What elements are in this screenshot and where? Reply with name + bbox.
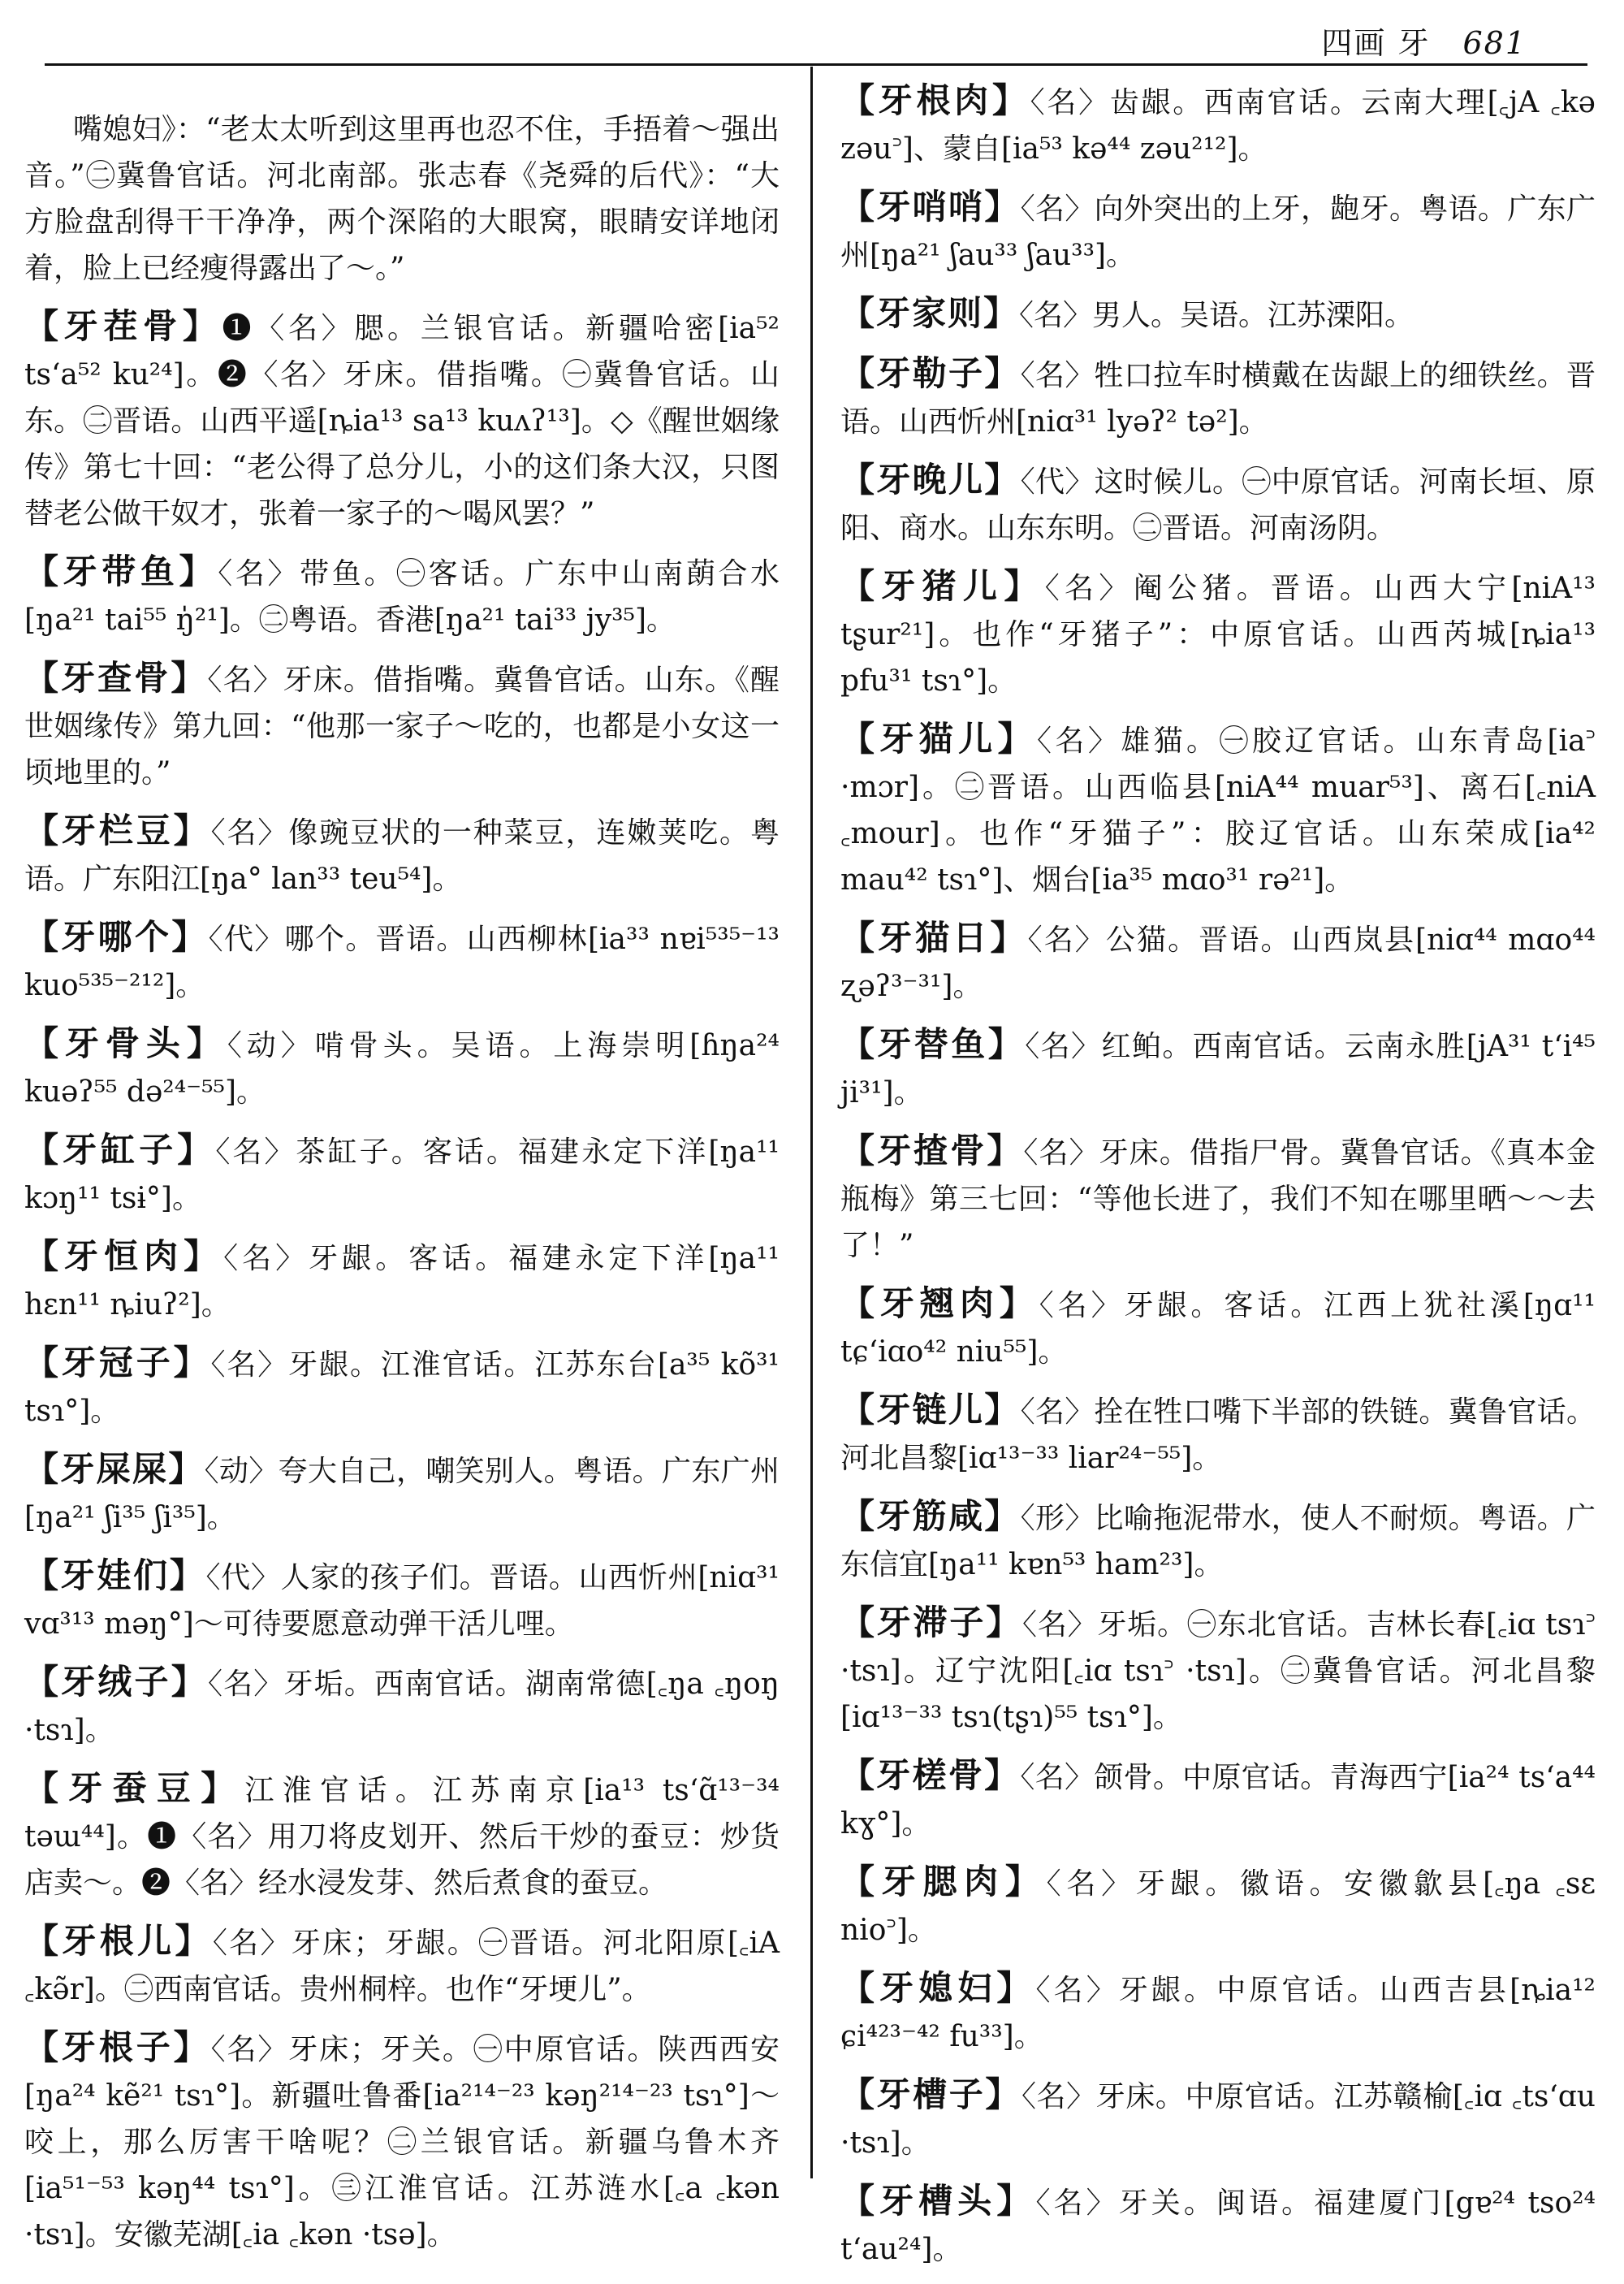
entry-body: 〈名〉带鱼。㊀客话。广东中山南蓢合水[ŋa²¹ tai⁵⁵ ŋ̍²¹]。㊁粤语。香港[ŋa²¹ tai³³ jy³⁵]。 xyxy=(24,557,780,637)
entry-body: 〈形〉比喻拖泥带水，使人不耐烦。粤语。广东信宜[ŋa¹¹ kɐn⁵³ ham²³]。 xyxy=(840,1502,1596,1581)
dictionary-entry xyxy=(840,1858,1596,1953)
dictionary-entry xyxy=(840,716,1596,903)
entry-headword: 【牙滞子】 xyxy=(840,1603,1023,1642)
left-column xyxy=(24,77,780,2269)
entry-body: 〈名〉向外突出的上牙，龅牙。粤语。广东广州[ŋa²¹ ʃau³³ ʃau³³]。 xyxy=(840,192,1596,272)
entry-headword: 【牙猫儿】 xyxy=(840,719,1038,759)
entry-body: 〈名〉牙床。借指嘴。冀鲁官话。山东。《醒世姻缘传》第九回：“他那一家子～吃的，也都是小女这一顷地里的。” xyxy=(24,664,780,789)
entry-headword: 【牙蚕豆】 xyxy=(24,1768,245,1808)
entry-headword: 【牙勒子】 xyxy=(840,353,1021,393)
entry-headword: 【牙腮肉】 xyxy=(840,1862,1047,1901)
entry-headword: 【牙根肉】 xyxy=(840,80,1030,120)
dictionary-entry xyxy=(840,1493,1596,1588)
entry-headword: 【牙晚儿】 xyxy=(840,460,1021,500)
right-column xyxy=(840,77,1596,2284)
entry-headword: 【牙栏豆】 xyxy=(24,811,211,850)
dictionary-entry xyxy=(840,77,1596,172)
entry-headword: 【牙查骨】 xyxy=(24,658,208,698)
entry-body: 〈名〉男人。吴语。江苏溧阳。 xyxy=(1019,299,1415,332)
dictionary-entry xyxy=(840,456,1596,552)
column-divider xyxy=(810,67,813,2178)
dictionary-entry xyxy=(840,1386,1596,1482)
dictionary-entry xyxy=(24,1339,780,1434)
dictionary-entry xyxy=(24,1020,780,1115)
page-header xyxy=(0,0,1624,61)
entry-body: ❶〈名〉腮。兰银官话。新疆哈密[ia⁵² tsʻa⁵² ku²⁴]。❷〈名〉牙床。借指嘴。㊀冀鲁官话。山东。㊁晋语。山西平遥[ȵia¹³ sa¹³ kuʌʔ¹³]。◇《醒世姻缘传》第七十回：“老公得了总分儿，小的这们条大汉，只图替老公做干奴才，张着一家子的～喝风罢？” xyxy=(24,312,780,530)
entry-headword: 【牙哪个】 xyxy=(24,917,209,957)
dictionary-entry xyxy=(24,807,780,902)
dictionary-entry xyxy=(840,1599,1596,1741)
entry-headword: 【牙槽子】 xyxy=(840,2074,1021,2114)
dictionary-entry xyxy=(840,915,1596,1010)
dictionary-entry xyxy=(840,2178,1596,2273)
entry-body: 〈名〉阉公猪。晋语。山西大宁[niA¹³ tʂur²¹]。也作“牙猪子”：中原官话。山西芮城[ȵia¹³ pfu³¹ tsɿ°]。 xyxy=(840,572,1596,698)
entry-headword: 【牙筋咸】 xyxy=(840,1496,1021,1536)
entry-body: 〈名〉牙龈。中原官话。山西吉县[ȵia¹² ɕi⁴²³⁻⁴² fu³³]。 xyxy=(840,1974,1596,2053)
entry-body: 〈动〉啃骨头。吴语。上海崇明[ɦŋa²⁴ kuəʔ⁵⁵ də²⁴⁻⁵⁵]。 xyxy=(24,1029,780,1109)
dictionary-entry xyxy=(840,184,1596,279)
dictionary-entry xyxy=(24,303,780,537)
entry-body: 〈名〉像豌豆状的一种菜豆，连嫩荚吃。粤语。广东阳江[ŋa° lan³³ teu⁵⁴]。 xyxy=(24,816,780,896)
dictionary-entry xyxy=(840,1752,1596,1847)
dictionary-entry xyxy=(24,1765,780,1906)
dictionary-entry xyxy=(840,563,1596,704)
entry-headword: 【牙冠子】 xyxy=(24,1343,211,1382)
entry-body: 〈名〉颌骨。中原官话。青海西宁[ia²⁴ tsʻa⁴⁴ kɣ°]。 xyxy=(840,1761,1596,1841)
continued-entry: 嘴媳妇》：“老太太听到这里再也忍不住，手捂着～强出音。”㊁冀鲁官话。河北南部。张志春《尧舜的后代》：“大方脸盘刮得干干净净，两个深陷的大眼窝，眼睛安详地闭着，脸上已经瘦得露出了～。” xyxy=(24,113,780,285)
entry-body: 〈名〉雄猫。㊀胶辽官话。山东青岛[ia꜄ ·mɔr]。㊁晋语。山西临县[niA⁴⁴ muar⁵³]、离石[꜀niA ꜀mour]。也作“牙猫子”：胶辽官话。山东荣成[ia⁴² mau⁴² tsɿ°]、烟台[ia³⁵ mɑo³¹ rə²¹]。 xyxy=(840,725,1596,897)
header-rule xyxy=(45,63,1587,66)
entry-body: 〈动〉夸大自己，嘲笑别人。粤语。广东广州[ŋa²¹ ʃi³⁵ ʃi³⁵]。 xyxy=(24,1455,780,1534)
dictionary-entry xyxy=(840,1021,1596,1116)
entry-headword: 【牙绒子】 xyxy=(24,1662,208,1702)
entry-headword: 【牙缸子】 xyxy=(24,1130,216,1170)
entry-body: 〈名〉公猫。晋语。山西岚县[niɑ⁴⁴ mɑo⁴⁴ ʐəʔ³⁻³¹]。 xyxy=(840,924,1596,1003)
dictionary-entry xyxy=(840,1280,1596,1375)
dictionary-entry xyxy=(24,548,780,643)
entry-headword: 【牙媳妇】 xyxy=(840,1968,1036,2008)
dictionary-entry xyxy=(24,655,780,796)
entry-headword: 【牙猫日】 xyxy=(840,918,1028,958)
entry-body: 〈名〉牙龈。江淮官话。江苏东台[a³⁵ kõ³¹ tsɿ°]。 xyxy=(24,1348,780,1428)
entry-body: 江淮官话。江苏南京[ia¹³ tsʻɑ̃¹³⁻³⁴ təɯ⁴⁴]。❶〈名〉用刀将皮划开、然后干炒的蚕豆：炒货店卖～。❷〈名〉经水浸发芽、然后煮食的蚕豆。 xyxy=(24,1774,780,1900)
entry-headword: 【牙猪儿】 xyxy=(840,566,1045,606)
dictionary-entry xyxy=(24,1127,780,1222)
entry-body: 〈代〉哪个。晋语。山西柳林[ia³³ nɐi⁵³⁵⁻¹³ kuo⁵³⁵⁻²¹²]。 xyxy=(24,923,780,1002)
entry-headword: 【牙揸骨】 xyxy=(840,1131,1024,1170)
entry-headword: 【牙根儿】 xyxy=(24,1921,213,1961)
entry-headword: 【牙屎屎】 xyxy=(24,1449,205,1489)
entry-body: 〈名〉牙垢。㊀东北官话。吉林长春[꜀iɑ tsɿ꜄ ·tsɿ]。辽宁沈阳[꜀iɑ tsɿ꜄ ·tsɿ]。㊁冀鲁官话。河北昌黎[iɑ¹³⁻³³ tsɿ(tʂɿ)⁵⁵ tsɿ°]。 xyxy=(840,1608,1596,1734)
dictionary-entry xyxy=(840,2071,1596,2166)
entry-headword: 【牙家则】 xyxy=(840,293,1020,333)
entry-body: 〈名〉牙关。闽语。福建厦门[gɐ²⁴ tso²⁴ tʻau²⁴]。 xyxy=(840,2187,1596,2266)
entry-headword: 【牙槽头】 xyxy=(840,2181,1036,2221)
dictionary-entry xyxy=(24,1233,780,1328)
dictionary-entry xyxy=(840,1127,1596,1269)
entry-headword: 【牙槎骨】 xyxy=(840,1755,1021,1795)
section-title: 四画 牙 xyxy=(1321,25,1431,61)
entry-body: 〈名〉牙垢。西南官话。湖南常德[꜀ŋa ꜀ŋoŋ ·tsɿ]。 xyxy=(24,1668,780,1747)
entry-body: 〈名〉茶缸子。客话。福建永定下洋[ŋa¹¹ kɔŋ¹¹ tsɨ°]。 xyxy=(24,1136,780,1215)
entry-headword: 【牙链儿】 xyxy=(840,1390,1021,1430)
entry-body: 〈名〉牙龈。徽语。安徽歙县[꜀ŋa ꜀sɛ nio꜄]。 xyxy=(840,1867,1596,1947)
entry-headword: 【牙翘肉】 xyxy=(840,1283,1039,1323)
dictionary-entry xyxy=(840,1965,1596,2060)
entry-headword: 【牙哨哨】 xyxy=(840,187,1021,227)
dictionary-entry xyxy=(24,914,780,1009)
entry-headword: 【牙带鱼】 xyxy=(24,552,218,591)
dictionary-entry xyxy=(840,290,1596,339)
entry-body: 〈名〉牙床；牙龈。㊀晋语。河北阳原[꜀iA ꜀kə̃r]。㊁西南官话。贵州桐梓。也作“牙埂儿”。 xyxy=(24,1927,780,2006)
entry-body: 〈名〉牙床；牙关。㊀中原官话。陕西西安[ŋa²⁴ kẽ²¹ tsɿ°]。新疆吐鲁番[ia²¹⁴⁻²³ kəŋ²¹⁴⁻²³ tsɿ°]～咬上，那么厉害干啥呢？㊁兰银官话。新疆乌鲁木齐[ia⁵¹⁻⁵³ kəŋ⁴⁴ tsɿ°]。㊂江淮官话。江苏涟水[꜀a ꜀kən ·tsɿ]。安徽芜湖[꜀ia ꜀kən ·tsə]。 xyxy=(24,2033,780,2252)
entry-body: 〈名〉齿龈。西南官话。云南大理[꜀jA ꜀kə zəu꜄]、蒙自[ia⁵³ kə⁴⁴ zəu²¹²]。 xyxy=(840,86,1596,166)
entry-body: 〈代〉这时候儿。㊀中原官话。河南长垣、原阳、商水。山东东明。㊁晋语。河南汤阴。 xyxy=(840,465,1596,545)
entry-body: 〈名〉牙床。中原官话。江苏赣榆[꜀iɑ ꜀tsʻɑu ·tsɿ]。 xyxy=(840,2080,1596,2160)
entry-headword: 【牙替鱼】 xyxy=(840,1024,1026,1064)
entry-body: 〈名〉牙龈。客话。江西上犹社溪[ŋɑ¹¹ tɕʻiɑo⁴² niu⁵⁵]。 xyxy=(840,1289,1596,1369)
page-number: 681 xyxy=(1462,25,1527,61)
entry-body: 〈代〉人家的孩子们。晋语。山西忻州[niɑ³¹ vɑ³¹³ məŋ°]～可待要愿意动弹干活儿哩。 xyxy=(24,1561,780,1641)
entry-headword: 【牙恒肉】 xyxy=(24,1236,224,1276)
dictionary-entry xyxy=(24,1659,780,1754)
entry-headword: 【牙骨头】 xyxy=(24,1023,227,1063)
entry-headword: 【牙根子】 xyxy=(24,2027,211,2067)
entry-body: 〈名〉红鲌。西南官话。云南永胜[jA³¹ tʻi⁴⁵ ji³¹]。 xyxy=(840,1030,1596,1110)
dictionary-entry xyxy=(24,1552,780,1647)
entry-headword: 【牙茬骨】 xyxy=(24,306,222,346)
dictionary-entry xyxy=(840,350,1596,445)
entry-body: 〈名〉牙龈。客话。福建永定下洋[ŋa¹¹ hɛn¹¹ ȵiuʔ²]。 xyxy=(24,1242,780,1322)
entry-headword: 【牙娃们】 xyxy=(24,1555,206,1595)
dictionary-entry xyxy=(24,1918,780,2013)
entry-body: 〈名〉牙床。借指尸骨。冀鲁官话。《真本金瓶梅》第三七回：“等他长进了，我们不知在哪里晒～～去了！” xyxy=(840,1136,1596,1262)
entry-body: 〈名〉拴在牲口嘴下半部的铁链。冀鲁官话。河北昌黎[iɑ¹³⁻³³ liar²⁴⁻⁵⁵]。 xyxy=(840,1395,1596,1475)
dictionary-entry xyxy=(24,1446,780,1541)
dictionary-entry xyxy=(24,2024,780,2258)
entry-body: 〈名〉牲口拉车时横戴在齿龈上的细铁丝。晋语。山西忻州[niɑ³¹ lyəʔ² tə²]。 xyxy=(840,359,1596,439)
running-head xyxy=(1321,18,1527,63)
